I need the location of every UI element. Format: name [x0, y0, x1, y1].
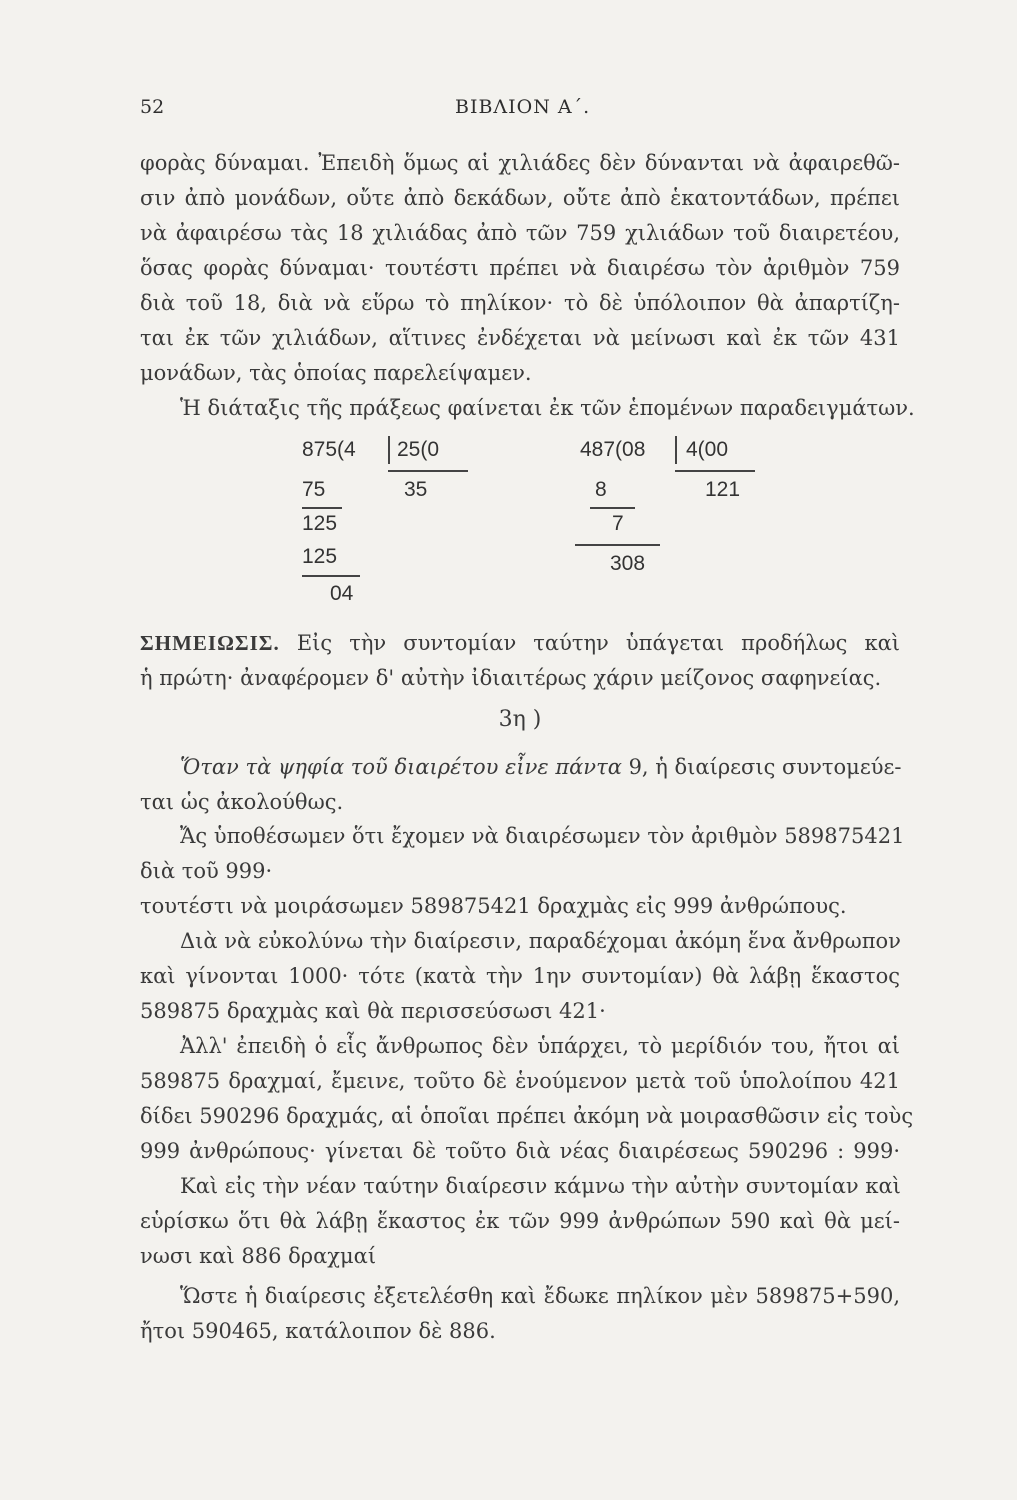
- text-line: δίδει 590296 δραχμάς, αἱ ὁποῖαι πρέπει ἀκόμη νὰ μοιρασθῶσιν εἰς τοὺς: [140, 1104, 914, 1128]
- remainder: 04: [330, 582, 354, 605]
- text-line: εὑρίσκω ὅτι θὰ λάβῃ ἕκαστος ἐκ τῶν 999 ἀνθρώπων 590 καὶ θὰ μεί-: [140, 1209, 900, 1233]
- note-text: Εἰς τὴν συντομίαν ταύτην ὑπάγεται προδήλως καὶ: [296, 631, 900, 655]
- note-line-1: [140, 628, 900, 658]
- step-rule: [302, 507, 342, 509]
- partial-step: 7: [612, 512, 624, 535]
- text-line: Διὰ νὰ εὐκολύνω τὴν διαίρεσιν, παραδέχομαι ἀκόμη ἕνα ἄνθρωπον: [180, 929, 901, 953]
- text-line: ὅσας φορὰς δύναμαι· τουτέστι πρέπει νὰ διαιρέσω τὸν ἀριθμὸν 759: [140, 256, 900, 280]
- text-line: τουτέστι νὰ μοιράσωμεν 589875421 δραχμὰς εἰς 999 ἀνθρώπους.: [140, 894, 847, 918]
- book-title: ΒΙΒΛΙΟΝ Α΄.: [455, 96, 591, 118]
- text-line: ται ὡς ἀκολούθως.: [140, 790, 344, 814]
- quotient: 121: [705, 478, 741, 501]
- note-label: ΣΗΜΕΙΩΣΙΣ.: [140, 631, 280, 655]
- rule-line-1: [180, 752, 900, 782]
- divider-bar: [675, 436, 677, 464]
- divisor: 25(0: [397, 438, 440, 461]
- rule-italic-text: Ὅταν τὰ ψηφία τοῦ διαιρέτου εἶνε πάντα: [180, 755, 622, 779]
- remainder: 308: [610, 552, 646, 575]
- partial-step: 75: [302, 478, 326, 501]
- text-line: Ἄς ὑποθέσωμεν ὅτι ἔχομεν νὰ διαιρέσωμεν τὸν ἀριθμὸν 589875421: [180, 824, 905, 848]
- text-line: μονάδων, τὰς ὁποίας παρελείψαμεν.: [140, 361, 532, 385]
- page-header: [140, 96, 900, 126]
- dividend: 875(4: [302, 438, 356, 461]
- step-rule: [590, 507, 635, 509]
- text-line: διὰ τοῦ 18, διὰ νὰ εὕρω τὸ πηλίκον· τὸ δὲ ὑπόλοιπον θὰ ἀπαρτίζη-: [140, 291, 900, 315]
- text-line: Ἀλλ' ἐπειδὴ ὁ εἷς ἄνθρωπος δὲν ὑπάρχει, τὸ μερίδιόν του, ἤτοι αἱ: [180, 1034, 900, 1058]
- text-line: ται ἐκ τῶν χιλιάδων, αἵτινες ἐνδέχεται νὰ μείνωσι καὶ ἐκ τῶν 431: [140, 326, 900, 350]
- partial-step: 125: [302, 512, 338, 535]
- text-line: νωσι καὶ 886 δραχμαί: [140, 1244, 377, 1268]
- text-line: καὶ γίνονται 1000· τότε (κατὰ τὴν 1ην συντομίαν) θὰ λάβῃ ἕκαστος: [140, 964, 900, 988]
- quotient: 35: [404, 478, 428, 501]
- note-line-2: ἡ πρώτη· ἀναφέρομεν δ' αὐτὴν ἰδιαιτέρως χάριν μείζονος σαφηνείας.: [140, 666, 882, 690]
- text-line: 999 ἀνθρώπους· γίνεται δὲ τοῦτο διὰ νέας διαιρέσεως 590296 : 999·: [140, 1139, 900, 1163]
- divider-bar: [388, 436, 390, 464]
- rule-text: 9, ἡ διαίρεσις συντομεύε-: [628, 755, 902, 779]
- text-line: ἤτοι 590465, κατάλοιπον δὲ 886.: [140, 1319, 496, 1343]
- step-rule: [302, 575, 360, 577]
- dividend: 487(08: [580, 438, 646, 461]
- text-line: 589875 δραχμὰς καὶ θὰ περισσεύσωσι 421·: [140, 999, 606, 1023]
- partial-step: 125: [302, 545, 338, 568]
- text-line: Ἡ διάταξις τῆς πράξεως φαίνεται ἐκ τῶν ἑπομένων παραδειγμάτων.: [180, 396, 915, 420]
- quotient-rule: [675, 470, 755, 472]
- text-line: Ὥστε ἡ διαίρεσις ἐξετελέσθη καὶ ἔδωκε πηλίκον μὲν 589875+590,: [180, 1284, 900, 1308]
- divisor: 4(00: [686, 438, 729, 461]
- text-line: φορὰς δύναμαι. Ἐπειδὴ ὅμως αἱ χιλιάδες δὲν δύνανται νὰ ἀφαιρεθῶ-: [140, 151, 900, 175]
- step-rule: [575, 544, 660, 546]
- partial-step: 8: [595, 478, 607, 501]
- section-heading: 3η ): [498, 707, 542, 732]
- text-line: διὰ τοῦ 999·: [140, 859, 273, 883]
- quotient-rule: [388, 470, 468, 472]
- text-line: 589875 δραχμαί, ἔμεινε, τοῦτο δὲ ἑνούμενον μετὰ τοῦ ὑπολοίπου 421: [140, 1069, 900, 1093]
- text-line: σιν ἀπὸ μονάδων, οὔτε ἀπὸ δεκάδων, οὔτε ἀπὸ ἑκατοντάδων, πρέπει: [140, 186, 900, 210]
- text-line: Καὶ εἰς τὴν νέαν ταύτην διαίρεσιν κάμνω τὴν αὐτὴν συντομίαν καὶ: [180, 1174, 901, 1198]
- page-number: 52: [140, 96, 165, 118]
- text-line: νὰ ἀφαιρέσω τὰς 18 χιλιάδας ἀπὸ τῶν 759 χιλιάδων τοῦ διαιρετέου,: [140, 221, 900, 245]
